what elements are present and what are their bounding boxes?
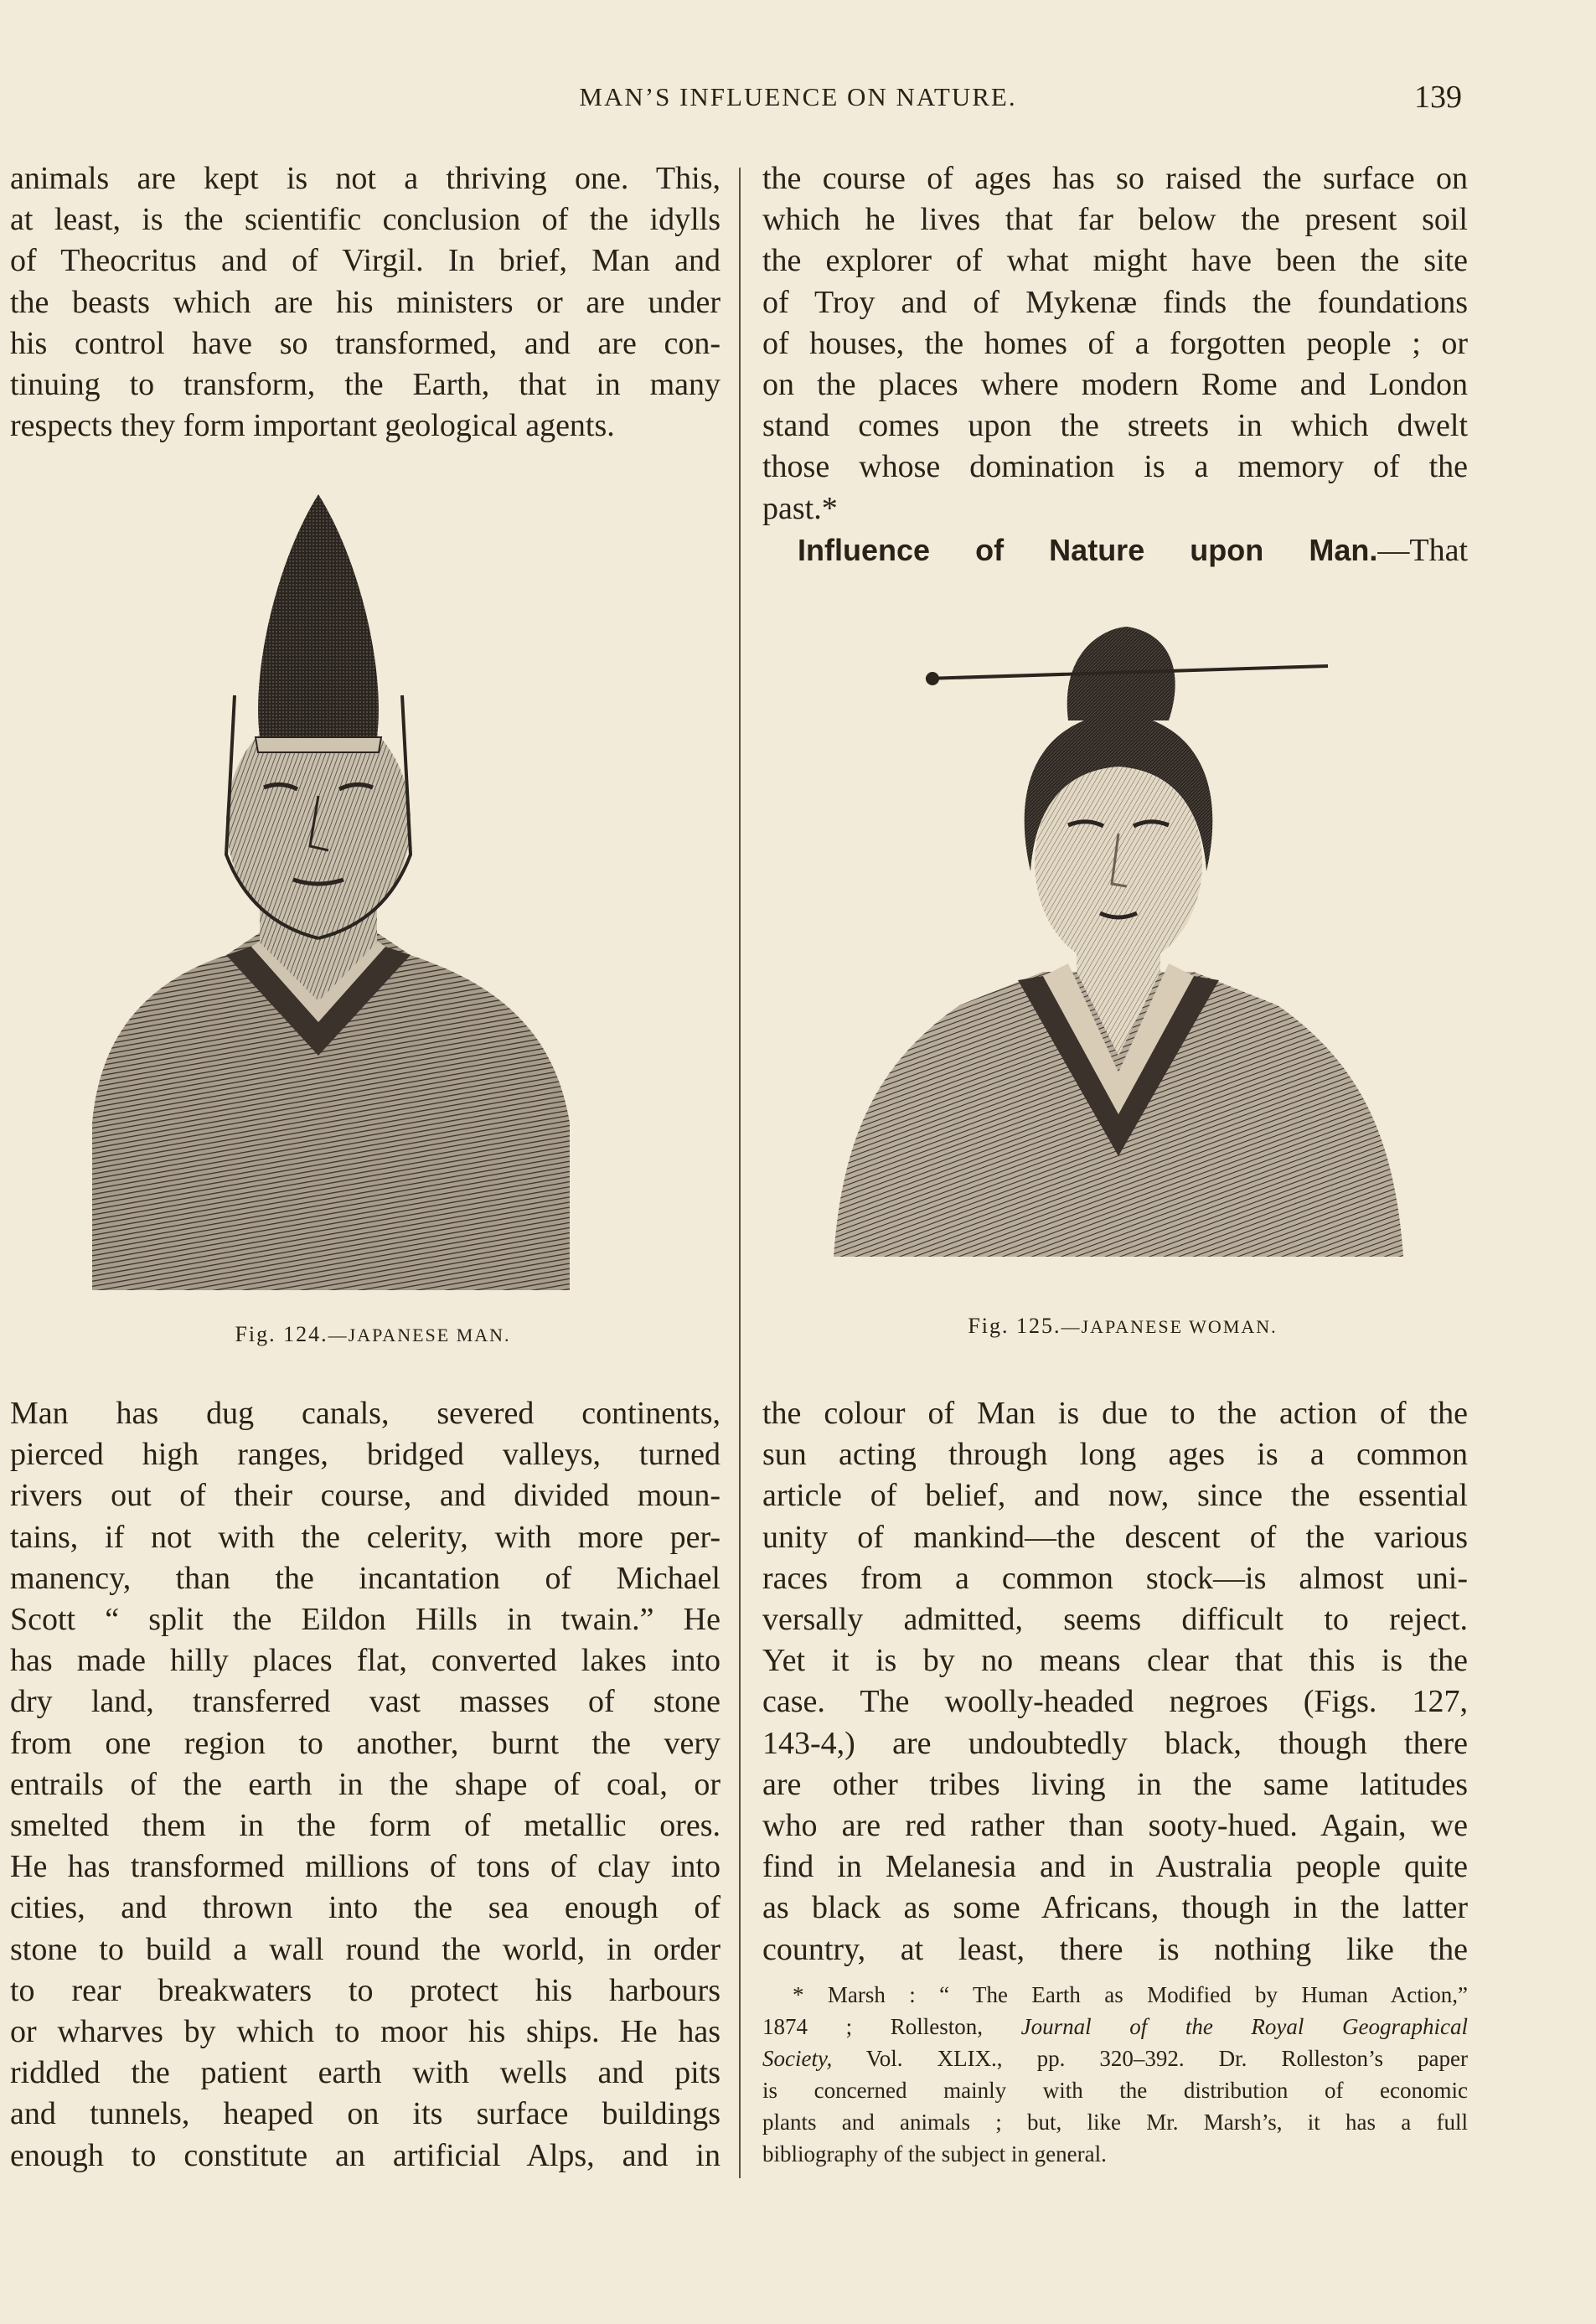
figure-japanese-man: [84, 486, 662, 1290]
text-line: of houses, the homes of a forgotten people ; or: [762, 325, 1468, 361]
text-line: which he lives that far below the present soil: [762, 202, 1468, 238]
text-line: versally admitted, seems difficult to reject.: [762, 1602, 1468, 1638]
text-line: animals are kept is not a thriving one. This,: [10, 161, 721, 196]
text-line: respects they form important geological agents.: [10, 408, 615, 444]
left-bottom-paragraph: [10, 1393, 721, 2177]
text-line: stone to build a wall round the world, in order: [10, 1931, 721, 1967]
text-line: find in Melanesia and in Australia people quite: [762, 1849, 1468, 1885]
footnote-line: [762, 2043, 1468, 2074]
running-title: MAN’S INFLUENCE ON NATURE.: [579, 82, 1017, 111]
text-line: as black as some Africans, though in the latter: [762, 1890, 1468, 1926]
figure-title: —JAPANESE WOMAN.: [1061, 1316, 1278, 1337]
text-line: his control have so transformed, and are con-: [10, 325, 721, 361]
footnote: [762, 1979, 1468, 2170]
text-line: the beasts which are his ministers or are under: [10, 284, 721, 320]
figure-label: Fig. 125.: [968, 1314, 1061, 1338]
text-line: to rear breakwaters to protect his harbours: [10, 1972, 721, 2008]
text-line: Yet it is by no means clear that this is the: [762, 1643, 1468, 1679]
right-bottom-paragraph: [762, 1393, 1468, 1970]
section-heading: [762, 529, 1468, 571]
page-number: 139: [1414, 80, 1462, 115]
footnote-text: 1874 ; Rolleston,: [762, 2014, 1021, 2039]
text-line: at least, is the scientific conclusion of the idylls: [10, 202, 721, 238]
footnote-line: is concerned mainly with the distribution of economic: [762, 2078, 1468, 2103]
text-line: cities, and thrown into the sea enough of: [10, 1890, 721, 1926]
footnote-line: * Marsh : “ The Earth as Modified by Human Action,”: [793, 1982, 1468, 2007]
text-line: are other tribes living in the same latitudes: [762, 1766, 1468, 1802]
journal-title: Journal of the Royal Geographical: [1020, 2014, 1468, 2039]
text-line: the colour of Man is due to the action of the: [762, 1396, 1468, 1431]
text-line: those whose domination is a memory of the: [762, 449, 1468, 485]
figure-label: Fig. 124.: [235, 1322, 328, 1346]
text-line: from one region to another, burnt the very: [10, 1725, 721, 1761]
text-line: races from a common stock—is almost uni-: [762, 1560, 1468, 1596]
text-line: or wharves by which to moor his ships. He has: [10, 2014, 721, 2050]
figure-caption-124: [84, 1322, 662, 1347]
text-line: dry land, transferred vast masses of stone: [10, 1684, 721, 1720]
text-line: smelted them in the form of metallic ores.: [10, 1808, 721, 1844]
text-line: Scott “ split the Eildon Hills in twain.” He: [10, 1602, 721, 1638]
left-top-paragraph: [10, 158, 721, 447]
text-line: unity of mankind—the descent of the various: [762, 1519, 1468, 1555]
text-line: of Theocritus and of Virgil. In brief, Man and: [10, 243, 721, 279]
section-heading-title: Influence of Nature upon Man.: [798, 532, 1378, 567]
footnote-line: [762, 2011, 1468, 2043]
text-line: past.*: [762, 490, 838, 526]
text-line: Man has dug canals, severed continents,: [10, 1396, 721, 1431]
text-line: rivers out of their course, and divided moun-: [10, 1478, 721, 1514]
text-line: tains, if not with the celerity, with more per-: [10, 1519, 721, 1555]
text-line: case. The woolly-headed negroes (Figs. 127,: [762, 1684, 1468, 1720]
footnote-line: plants and animals ; but, like Mr. Marsh’s, it has a full: [762, 2110, 1468, 2135]
right-top-paragraph: [762, 158, 1468, 571]
text-line: stand comes upon the streets in which dwelt: [762, 408, 1468, 444]
text-line: pierced high ranges, bridged valleys, turned: [10, 1437, 721, 1473]
journal-title-cont: Society,: [762, 2046, 833, 2071]
text-line: the explorer of what might have been the site: [762, 243, 1468, 279]
column-divider: [739, 168, 741, 2178]
text-line: He has transformed millions of tons of clay into: [10, 1849, 721, 1885]
figure-japanese-woman: [825, 620, 1420, 1273]
footnote-line: bibliography of the subject in general.: [762, 2141, 1107, 2166]
text-line: tinuing to transform, the Earth, that in many: [10, 367, 721, 403]
figure-title: —JAPANESE MAN.: [328, 1325, 511, 1345]
text-line: of Troy and of Mykenæ finds the foundations: [762, 284, 1468, 320]
text-line: article of belief, and now, since the essential: [762, 1478, 1468, 1514]
text-line: enough to constitute an artificial Alps, and in: [10, 2137, 721, 2173]
text-line: manency, than the incantation of Michael: [10, 1560, 721, 1596]
text-line: and tunnels, heaped on its surface buildings: [10, 2096, 721, 2132]
text-line: sun acting through long ages is a common: [762, 1437, 1468, 1473]
text-line: 143-4,) are undoubtedly black, though there: [762, 1725, 1468, 1761]
text-line: the course of ages has so raised the surface on: [762, 161, 1468, 196]
section-heading-tail: —That: [1377, 532, 1468, 568]
text-line: riddled the patient earth with wells and pits: [10, 2055, 721, 2091]
text-line: on the places where modern Rome and London: [762, 367, 1468, 403]
text-line: country, at least, there is nothing like the: [762, 1931, 1468, 1967]
figure-caption-125: [825, 1314, 1420, 1339]
text-line: who are red rather than sooty-hued. Again, we: [762, 1808, 1468, 1844]
text-line: entrails of the earth in the shape of coal, or: [10, 1766, 721, 1802]
text-line: has made hilly places flat, converted lakes into: [10, 1643, 721, 1679]
footnote-text: Vol. XLIX., pp. 320–392. Dr. Rolleston’s paper: [832, 2046, 1468, 2071]
